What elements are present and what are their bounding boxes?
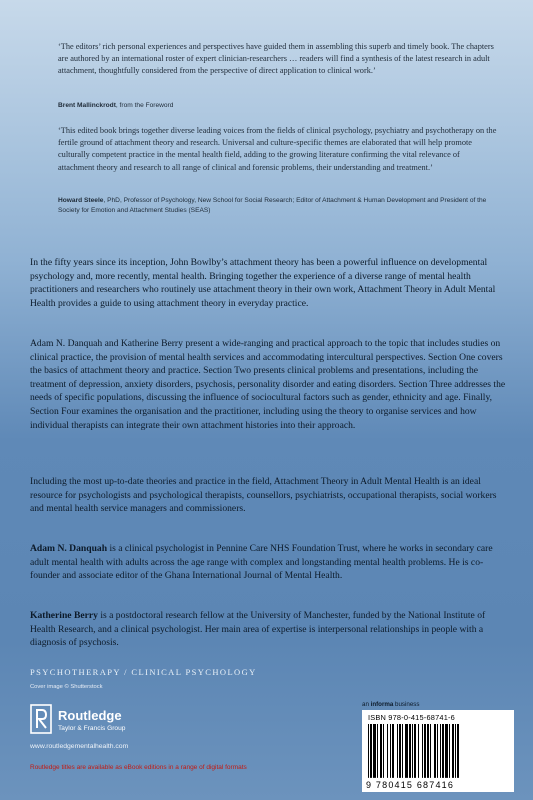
barcode-bar — [368, 724, 369, 778]
praise-quote-2 — [58, 125, 498, 174]
praise-attribution-2 — [58, 196, 498, 215]
barcode-bar — [449, 724, 450, 778]
barcode-bar — [427, 724, 429, 778]
author-name: Adam N. Danquah — [30, 543, 108, 554]
barcode-bar — [437, 724, 438, 778]
subject-category: PSYCHOTHERAPY / CLINICAL PSYCHOLOGY — [30, 667, 257, 677]
barcode-bar — [424, 724, 426, 778]
barcode-bar — [402, 724, 403, 778]
barcode-bar — [412, 724, 413, 778]
publisher-logo — [30, 704, 200, 740]
barcode-bar — [430, 724, 431, 778]
barcode-bar — [442, 724, 444, 778]
barcode-bar — [452, 724, 454, 778]
barcode-bar — [377, 724, 378, 778]
barcode-bar — [434, 724, 436, 778]
informa-brand: informa — [370, 701, 394, 708]
barcode-digits: 9 780415 687416 — [366, 780, 455, 790]
barcode-bar — [387, 724, 388, 778]
barcode-bar — [440, 724, 441, 778]
author-bio-text: is a postdoctoral research fellow at the University of Manchester, funded by the National Institute of Health Research, and a clinical psychologist. Her main area of expertise is interpersonal relationships in people with a diagnosis of psychosis. — [30, 610, 486, 649]
isbn-barcode-box — [362, 710, 514, 792]
attribution-name: Howard Steele — [58, 197, 104, 204]
barcode-bar — [414, 724, 416, 778]
informa-suffix: business — [393, 701, 420, 708]
author-bio-berry — [30, 609, 510, 650]
praise-quote-text: ‘This edited book brings together diverse leading voices from the fields of clinical psychology, psychiatry and psychotherapy on the fertile ground of attachment theory and research. Universal and culture-specific themes are elaborated that will help promote culturally competent practice in the mental health field, adding to the growing literature confirming the vital relevance of attachment theory and research to all range of clinical and forensic problems, their understanding and treatment.’ — [58, 126, 497, 172]
barcode-bar — [455, 724, 456, 778]
cover-credit: Cover image © Shutterstock — [30, 684, 103, 690]
routledge-logo-icon — [30, 704, 52, 734]
author-bio-danquah — [30, 542, 510, 583]
ebook-note: Routledge titles are available as eBook editions in a range of digital formats — [30, 764, 247, 771]
blurb-paragraph-3: Including the most up-to-date theories and practice in the field, Attachment Theory in Adult Mental Health is an ideal resource for psychologists and psychological therapists, counsellors, psychiatrists, occupational therapists, social workers and mental health service managers and commissioners. — [30, 476, 497, 515]
barcode-bar — [409, 724, 411, 778]
barcode-bar — [422, 724, 423, 778]
publisher-name: Routledge — [58, 708, 122, 723]
praise-attribution-1 — [58, 101, 498, 111]
blurb-paragraph-2: Adam N. Danquah and Katherine Berry present a wide-ranging and practical approach to the topic that includes studies on clinical practice, the provision of mental health services and accommodating intercultural perspectives. Section One covers the basics of attachment theory and practice. Section Two presents clinical problems and presentations, including the treatment of depression, anxiety disorders, psychosis, personality disorder and eating disorders. Section Three addresses the needs of specific populations, discussing the influence of sociocultural factors such as gender, ethnicity and age. Finally, Section Four examines the organisation and the practitioner, including using the theory to organise services and how individual therapists can integrate their own attachment histories into their approach. — [30, 338, 506, 431]
author-name: Katherine Berry — [30, 610, 98, 621]
blurb-paragraph-1: In the fifty years since its inception, John Bowlby’s attachment theory has been a powerful influence on developmental psychology and, more recently, mental health. Bringing together the experience of a diverse range of mental health practitioners and researchers who routinely use attachment theory in their own work, Attachment Theory in Adult Mental Health provides a guide to using attachment theory in everyday practice. — [30, 257, 496, 309]
attribution-detail: , from the Foreword — [115, 102, 174, 109]
informa-tag — [362, 701, 419, 708]
author-bio-text: is a clinical psychologist in Pennine Care NHS Foundation Trust, where he works in secondary care adult mental health with adults across the age range with complex and longstanding mental health problems. He is co-founder and associate editor of the Ghana International Journal of Mental Health. — [30, 543, 493, 582]
barcode-bar — [397, 724, 398, 778]
attribution-name: Brent Mallinckrodt — [58, 102, 116, 109]
praise-quote-text: ‘The editors’ rich personal experiences and perspectives have guided them in assembling this superb and timely book. The chapters are authored by an international roster of expert clinician-researchers … readers will find a synthesis of the latest research in adult attachment, thoughtfully considered from the perspective of direct application to clinical work.’ — [58, 42, 494, 76]
barcode-bar — [457, 724, 459, 778]
barcode-bar — [383, 724, 384, 778]
barcode-bar — [373, 724, 376, 778]
informa-prefix: an — [362, 701, 371, 708]
attribution-detail: , PhD, Professor of Psychology, New School for Social Research; Editor of Attachment & Human Development and President of the Society for Emotion and Attachment Studies (SEAS) — [58, 197, 487, 214]
publisher-group: Taylor & Francis Group — [58, 725, 126, 732]
barcode-image — [366, 724, 510, 782]
isbn-text: ISBN 978-0-415-68741-6 — [368, 713, 455, 722]
barcode-bar — [418, 724, 419, 778]
barcode-bar — [370, 724, 372, 778]
publisher-website: www.routledgementalhealth.com — [30, 743, 129, 750]
barcode-bar — [390, 724, 391, 778]
praise-quote-1 — [58, 41, 498, 78]
barcode-bar — [399, 724, 401, 778]
barcode-bar — [380, 724, 382, 778]
barcode-bar — [445, 724, 448, 778]
barcode-bar — [405, 724, 408, 778]
barcode-bar — [392, 724, 394, 778]
